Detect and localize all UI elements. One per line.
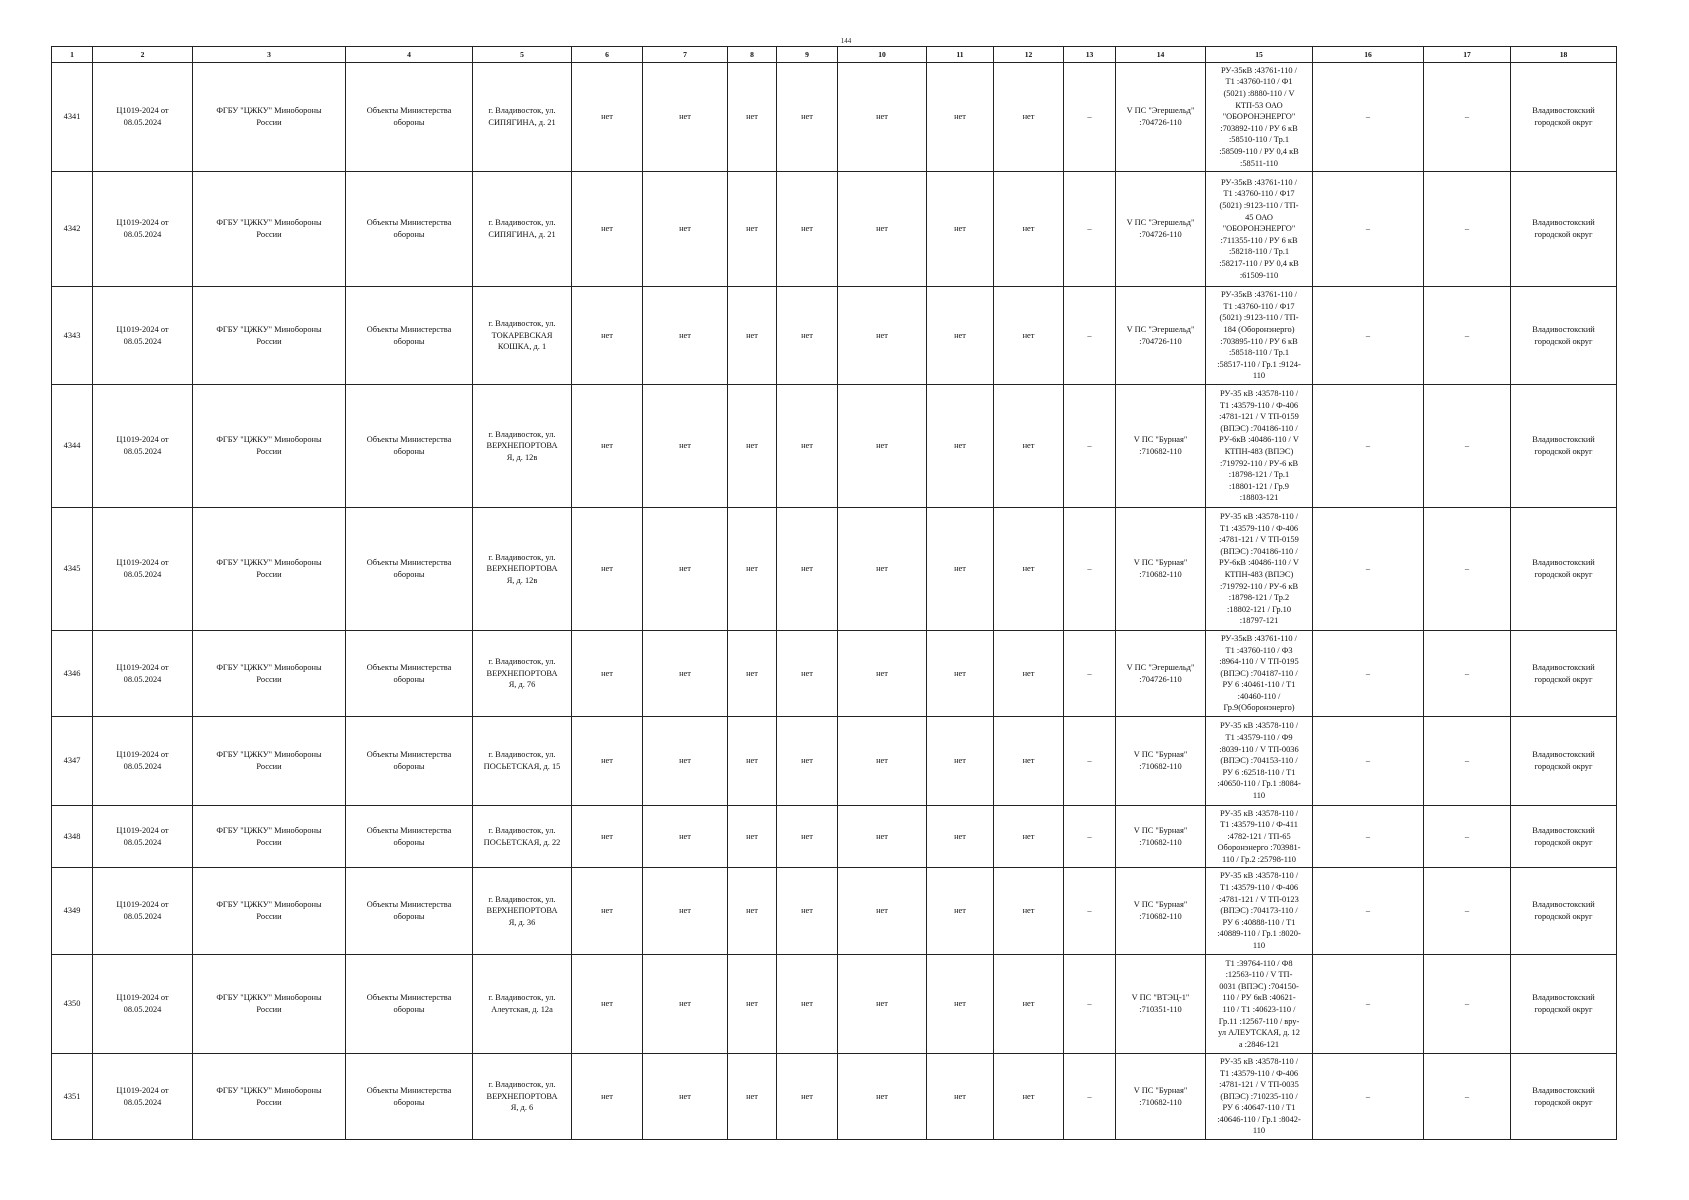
col-13-value: – [1064, 631, 1116, 717]
substation-name: V ПС "Бурная" :710682-110 [1116, 385, 1206, 508]
row-number: 4343 [52, 287, 93, 385]
table-row [52, 385, 1617, 508]
object-category: Объекты Министерства обороны [346, 63, 473, 172]
col-13-value: – [1064, 63, 1116, 172]
col-12-value: нет [994, 955, 1064, 1054]
col-9-value: нет [777, 287, 838, 385]
col-10-value: нет [838, 631, 927, 717]
col-16-value: – [1313, 385, 1424, 508]
organization-name: ФГБУ "ЦЖКУ" Минобороны России [193, 508, 346, 631]
object-category: Объекты Министерства обороны [346, 955, 473, 1054]
document-reference: Ц1019-2024 от 08.05.2024 [93, 172, 193, 287]
col-8-value: нет [728, 806, 777, 868]
row-number: 4348 [52, 806, 93, 868]
row-number: 4341 [52, 63, 93, 172]
col-9-value: нет [777, 717, 838, 806]
col-10-value: нет [838, 717, 927, 806]
col-6-value: нет [572, 287, 643, 385]
col-11-value: нет [927, 63, 994, 172]
col-10-value: нет [838, 172, 927, 287]
municipal-district: Владивостокский городской округ [1511, 806, 1617, 868]
object-category: Объекты Министерства обороны [346, 508, 473, 631]
col-6-value: нет [572, 385, 643, 508]
col-12-value: нет [994, 717, 1064, 806]
municipal-district: Владивостокский городской округ [1511, 385, 1617, 508]
col-7-value: нет [643, 1054, 728, 1140]
object-address: г. Владивосток, ул. ТОКАРЕВСКАЯ КОШКА, д. 1 [473, 287, 572, 385]
col-6-value: нет [572, 63, 643, 172]
col-13-value: – [1064, 868, 1116, 955]
col-11-value: нет [927, 172, 994, 287]
column-header-14: 14 [1116, 47, 1206, 63]
col-9-value: нет [777, 631, 838, 717]
document-reference: Ц1019-2024 от 08.05.2024 [93, 63, 193, 172]
column-header-2: 2 [93, 47, 193, 63]
object-address: г. Владивосток, ул. ВЕРХНЕПОРТОВА Я, д. 6 [473, 1054, 572, 1140]
substation-name: V ПС "ВТЭЦ-1" :710351-110 [1116, 955, 1206, 1054]
col-11-value: нет [927, 806, 994, 868]
table-row [52, 1054, 1617, 1140]
column-header-12: 12 [994, 47, 1064, 63]
object-address: г. Владивосток, ул. ВЕРХНЕПОРТОВА Я, д. 12в [473, 385, 572, 508]
col-9-value: нет [777, 63, 838, 172]
object-address: г. Владивосток, ул. ВЕРХНЕПОРТОВА Я, д. 76 [473, 631, 572, 717]
substation-name: V ПС "Эгершельд" :704726-110 [1116, 287, 1206, 385]
col-7-value: нет [643, 717, 728, 806]
supply-route: РУ-35 кВ :43578-110 / Т1 :43579-110 / Ф-406 :4781-121 / V ТП-0159 (ВПЭС) :704186-110 / РУ-6кВ :40486-110 / V КТПН-483 (ВПЭС) :719792-110 / РУ-6 кВ :18798-121 / Тр.1 :18801-121 / Гр.9 :18803-121 [1206, 385, 1313, 508]
col-6-value: нет [572, 1054, 643, 1140]
col-9-value: нет [777, 868, 838, 955]
col-13-value: – [1064, 1054, 1116, 1140]
col-6-value: нет [572, 955, 643, 1054]
municipal-district: Владивостокский городской округ [1511, 717, 1617, 806]
col-17-value: – [1424, 385, 1511, 508]
object-address: г. Владивосток, ул. ВЕРХНЕПОРТОВА Я, д. 12в [473, 508, 572, 631]
column-header-16: 16 [1313, 47, 1424, 63]
col-10-value: нет [838, 868, 927, 955]
column-header-6: 6 [572, 47, 643, 63]
col-6-value: нет [572, 868, 643, 955]
column-header-3: 3 [193, 47, 346, 63]
row-number: 4349 [52, 868, 93, 955]
object-category: Объекты Министерства обороны [346, 287, 473, 385]
col-12-value: нет [994, 631, 1064, 717]
col-7-value: нет [643, 63, 728, 172]
organization-name: ФГБУ "ЦЖКУ" Минобороны России [193, 1054, 346, 1140]
col-11-value: нет [927, 287, 994, 385]
column-header-18: 18 [1511, 47, 1617, 63]
col-11-value: нет [927, 868, 994, 955]
object-address: г. Владивосток, ул. СИПЯГИНА, д. 21 [473, 63, 572, 172]
table-row [52, 868, 1617, 955]
organization-name: ФГБУ "ЦЖКУ" Минобороны России [193, 287, 346, 385]
col-6-value: нет [572, 631, 643, 717]
register-table [51, 46, 1617, 1140]
municipal-district: Владивостокский городской округ [1511, 508, 1617, 631]
col-16-value: – [1313, 1054, 1424, 1140]
organization-name: ФГБУ "ЦЖКУ" Минобороны России [193, 806, 346, 868]
col-7-value: нет [643, 172, 728, 287]
document-reference: Ц1019-2024 от 08.05.2024 [93, 1054, 193, 1140]
municipal-district: Владивостокский городской округ [1511, 631, 1617, 717]
col-17-value: – [1424, 955, 1511, 1054]
row-number: 4346 [52, 631, 93, 717]
substation-name: V ПС "Эгершельд" :704726-110 [1116, 63, 1206, 172]
row-number: 4344 [52, 385, 93, 508]
municipal-district: Владивостокский городской округ [1511, 955, 1617, 1054]
column-header-13: 13 [1064, 47, 1116, 63]
col-8-value: нет [728, 868, 777, 955]
col-8-value: нет [728, 172, 777, 287]
col-11-value: нет [927, 955, 994, 1054]
row-number: 4342 [52, 172, 93, 287]
col-9-value: нет [777, 385, 838, 508]
col-10-value: нет [838, 508, 927, 631]
col-7-value: нет [643, 385, 728, 508]
col-13-value: – [1064, 955, 1116, 1054]
col-9-value: нет [777, 508, 838, 631]
column-header-8: 8 [728, 47, 777, 63]
municipal-district: Владивостокский городской округ [1511, 172, 1617, 287]
substation-name: V ПС "Бурная" :710682-110 [1116, 717, 1206, 806]
municipal-district: Владивостокский городской округ [1511, 63, 1617, 172]
col-13-value: – [1064, 806, 1116, 868]
col-17-value: – [1424, 172, 1511, 287]
col-8-value: нет [728, 508, 777, 631]
col-6-value: нет [572, 508, 643, 631]
table-row [52, 806, 1617, 868]
col-9-value: нет [777, 806, 838, 868]
substation-name: V ПС "Эгершельд" :704726-110 [1116, 172, 1206, 287]
object-category: Объекты Министерства обороны [346, 1054, 473, 1140]
col-11-value: нет [927, 1054, 994, 1140]
document-reference: Ц1019-2024 от 08.05.2024 [93, 631, 193, 717]
document-reference: Ц1019-2024 от 08.05.2024 [93, 287, 193, 385]
substation-name: V ПС "Бурная" :710682-110 [1116, 1054, 1206, 1140]
col-17-value: – [1424, 868, 1511, 955]
col-9-value: нет [777, 1054, 838, 1140]
object-category: Объекты Министерства обороны [346, 717, 473, 806]
column-header-11: 11 [927, 47, 994, 63]
supply-route: РУ-35 кВ :43578-110 / Т1 :43579-110 / Ф-411 :4782-121 / ТП-65 Оборонэнерго :703981- 110 / Гр.2 :25798-110 [1206, 806, 1313, 868]
col-16-value: – [1313, 955, 1424, 1054]
col-6-value: нет [572, 806, 643, 868]
col-17-value: – [1424, 287, 1511, 385]
object-address: г. Владивосток, ул. СИПЯГИНА, д. 21 [473, 172, 572, 287]
supply-route: РУ-35 кВ :43578-110 / Т1 :43579-110 / Ф-406 :4781-121 / V ТП-0123 (ВПЭС) :704173-110 / РУ 6 :40888-110 / Т1 :40889-110 / Гр.1 :8020- 110 [1206, 868, 1313, 955]
col-11-value: нет [927, 631, 994, 717]
substation-name: V ПС "Бурная" :710682-110 [1116, 508, 1206, 631]
col-10-value: нет [838, 1054, 927, 1140]
organization-name: ФГБУ "ЦЖКУ" Минобороны России [193, 63, 346, 172]
row-number: 4350 [52, 955, 93, 1054]
col-6-value: нет [572, 717, 643, 806]
col-12-value: нет [994, 1054, 1064, 1140]
object-address: г. Владивосток, ул. ПОСЬЕТСКАЯ, д. 22 [473, 806, 572, 868]
col-8-value: нет [728, 717, 777, 806]
table-row [52, 63, 1617, 172]
column-header-15: 15 [1206, 47, 1313, 63]
supply-route: РУ-35 кВ :43578-110 / Т1 :43579-110 / Ф9 :8039-110 / V ТП-0036 (ВПЭС) :704153-110 / РУ 6 :62518-110 / Т1 :40650-110 / Гр.1 :8084- 110 [1206, 717, 1313, 806]
col-16-value: – [1313, 172, 1424, 287]
organization-name: ФГБУ "ЦЖКУ" Минобороны России [193, 172, 346, 287]
col-12-value: нет [994, 508, 1064, 631]
col-16-value: – [1313, 508, 1424, 631]
supply-route: РУ-35 кВ :43578-110 / Т1 :43579-110 / Ф-406 :4781-121 / V ТП-0159 (ВПЭС) :704186-110 / РУ-6кВ :40486-110 / V КТПН-483 (ВПЭС) :719792-110 / РУ-6 кВ :18798-121 / Тр.2 :18802-121 / Гр.10 :18797-121 [1206, 508, 1313, 631]
object-address: г. Владивосток, ул. ВЕРХНЕПОРТОВА Я, д. 36 [473, 868, 572, 955]
col-11-value: нет [927, 385, 994, 508]
col-12-value: нет [994, 868, 1064, 955]
col-16-value: – [1313, 806, 1424, 868]
col-13-value: – [1064, 717, 1116, 806]
object-address: г. Владивосток, ул. ПОСЬЕТСКАЯ, д. 15 [473, 717, 572, 806]
col-12-value: нет [994, 172, 1064, 287]
document-reference: Ц1019-2024 от 08.05.2024 [93, 508, 193, 631]
col-16-value: – [1313, 717, 1424, 806]
col-8-value: нет [728, 63, 777, 172]
column-header-4: 4 [346, 47, 473, 63]
object-category: Объекты Министерства обороны [346, 385, 473, 508]
col-17-value: – [1424, 63, 1511, 172]
col-7-value: нет [643, 287, 728, 385]
organization-name: ФГБУ "ЦЖКУ" Минобороны России [193, 868, 346, 955]
col-12-value: нет [994, 63, 1064, 172]
col-10-value: нет [838, 63, 927, 172]
object-category: Объекты Министерства обороны [346, 868, 473, 955]
col-7-value: нет [643, 508, 728, 631]
substation-name: V ПС "Эгершельд" :704726-110 [1116, 631, 1206, 717]
column-header-17: 17 [1424, 47, 1511, 63]
col-11-value: нет [927, 508, 994, 631]
col-10-value: нет [838, 806, 927, 868]
table-row [52, 631, 1617, 717]
col-13-value: – [1064, 385, 1116, 508]
col-12-value: нет [994, 806, 1064, 868]
table-row [52, 955, 1617, 1054]
col-6-value: нет [572, 172, 643, 287]
document-reference: Ц1019-2024 от 08.05.2024 [93, 717, 193, 806]
organization-name: ФГБУ "ЦЖКУ" Минобороны России [193, 631, 346, 717]
col-10-value: нет [838, 955, 927, 1054]
supply-route: РУ-35кВ :43761-110 / Т1 :43760-110 / Ф1 (5021) :8880-110 / V КТП-53 ОАО "ОБОРОНЭНЕРГО" :703892-110 / РУ 6 кВ :58510-110 / Тр.1 :58509-110 / РУ 0,4 кВ :58511-110 [1206, 63, 1313, 172]
column-header-1: 1 [52, 47, 93, 63]
col-17-value: – [1424, 508, 1511, 631]
col-10-value: нет [838, 287, 927, 385]
table-row [52, 172, 1617, 287]
supply-route: РУ-35кВ :43761-110 / Т1 :43760-110 / Ф3 :8964-110 / V ТП-0195 (ВПЭС) :704187-110 / РУ 6 :40461-110 / Т1 :40460-110 / Гр.9(Оборонэнерго) [1206, 631, 1313, 717]
col-7-value: нет [643, 868, 728, 955]
col-17-value: – [1424, 717, 1511, 806]
organization-name: ФГБУ "ЦЖКУ" Минобороны России [193, 385, 346, 508]
organization-name: ФГБУ "ЦЖКУ" Минобороны России [193, 717, 346, 806]
row-number: 4347 [52, 717, 93, 806]
col-8-value: нет [728, 385, 777, 508]
supply-route: РУ-35кВ :43761-110 / Т1 :43760-110 / Ф17 (5021) :9123-110 / ТП- 184 (Оборонэнерго) :703895-110 / РУ 6 кВ :58518-110 / Тр.1 :58517-110 / Гр.1 :9124- 110 [1206, 287, 1313, 385]
col-11-value: нет [927, 717, 994, 806]
municipal-district: Владивостокский городской округ [1511, 868, 1617, 955]
table-row [52, 508, 1617, 631]
table-row [52, 717, 1617, 806]
col-16-value: – [1313, 631, 1424, 717]
document-reference: Ц1019-2024 от 08.05.2024 [93, 868, 193, 955]
col-7-value: нет [643, 631, 728, 717]
municipal-district: Владивостокский городской округ [1511, 287, 1617, 385]
col-16-value: – [1313, 287, 1424, 385]
table-row [52, 287, 1617, 385]
object-category: Объекты Министерства обороны [346, 631, 473, 717]
supply-route: РУ-35 кВ :43578-110 / Т1 :43579-110 / Ф-406 :4781-121 / V ТП-0035 (ВПЭС) :710235-110 / РУ 6 :40647-110 / Т1 :40646-110 / Гр.1 :8042- 110 [1206, 1054, 1313, 1140]
col-9-value: нет [777, 172, 838, 287]
col-8-value: нет [728, 287, 777, 385]
col-17-value: – [1424, 631, 1511, 717]
substation-name: V ПС "Бурная" :710682-110 [1116, 868, 1206, 955]
row-number: 4345 [52, 508, 93, 631]
col-7-value: нет [643, 806, 728, 868]
supply-route: РУ-35кВ :43761-110 / Т1 :43760-110 / Ф17 (5021) :9123-110 / ТП- 45 ОАО "ОБОРОНЭНЕРГО" :711355-110 / РУ 6 кВ :58218-110 / Тр.1 :58217-110 / РУ 0,4 кВ :61509-110 [1206, 172, 1313, 287]
col-16-value: – [1313, 63, 1424, 172]
col-13-value: – [1064, 172, 1116, 287]
document-reference: Ц1019-2024 от 08.05.2024 [93, 385, 193, 508]
document-reference: Ц1019-2024 от 08.05.2024 [93, 955, 193, 1054]
col-12-value: нет [994, 287, 1064, 385]
page-number: 144 [840, 37, 852, 45]
column-header-7: 7 [643, 47, 728, 63]
substation-name: V ПС "Бурная" :710682-110 [1116, 806, 1206, 868]
object-address: г. Владивосток, ул. Алеутская, д. 12а [473, 955, 572, 1054]
document-reference: Ц1019-2024 от 08.05.2024 [93, 806, 193, 868]
header-row [52, 47, 1617, 63]
col-13-value: – [1064, 287, 1116, 385]
column-header-5: 5 [473, 47, 572, 63]
col-12-value: нет [994, 385, 1064, 508]
col-8-value: нет [728, 631, 777, 717]
col-17-value: – [1424, 806, 1511, 868]
col-8-value: нет [728, 1054, 777, 1140]
col-9-value: нет [777, 955, 838, 1054]
row-number: 4351 [52, 1054, 93, 1140]
col-13-value: – [1064, 508, 1116, 631]
col-16-value: – [1313, 868, 1424, 955]
column-header-10: 10 [838, 47, 927, 63]
supply-route: Т1 :39764-110 / Ф8 :12563-110 / V ТП- 0031 (ВПЭС) :704150- 110 / РУ 6кВ :40621- 110 / Т1 :40623-110 / Гр.11 :12567-110 / вру- ул АЛЕУТСКАЯ, д. 12 а :2846-121 [1206, 955, 1313, 1054]
object-category: Объекты Министерства обороны [346, 806, 473, 868]
organization-name: ФГБУ "ЦЖКУ" Минобороны России [193, 955, 346, 1054]
object-category: Объекты Министерства обороны [346, 172, 473, 287]
col-10-value: нет [838, 385, 927, 508]
col-17-value: – [1424, 1054, 1511, 1140]
col-7-value: нет [643, 955, 728, 1054]
col-8-value: нет [728, 955, 777, 1054]
column-header-9: 9 [777, 47, 838, 63]
municipal-district: Владивостокский городской округ [1511, 1054, 1617, 1140]
